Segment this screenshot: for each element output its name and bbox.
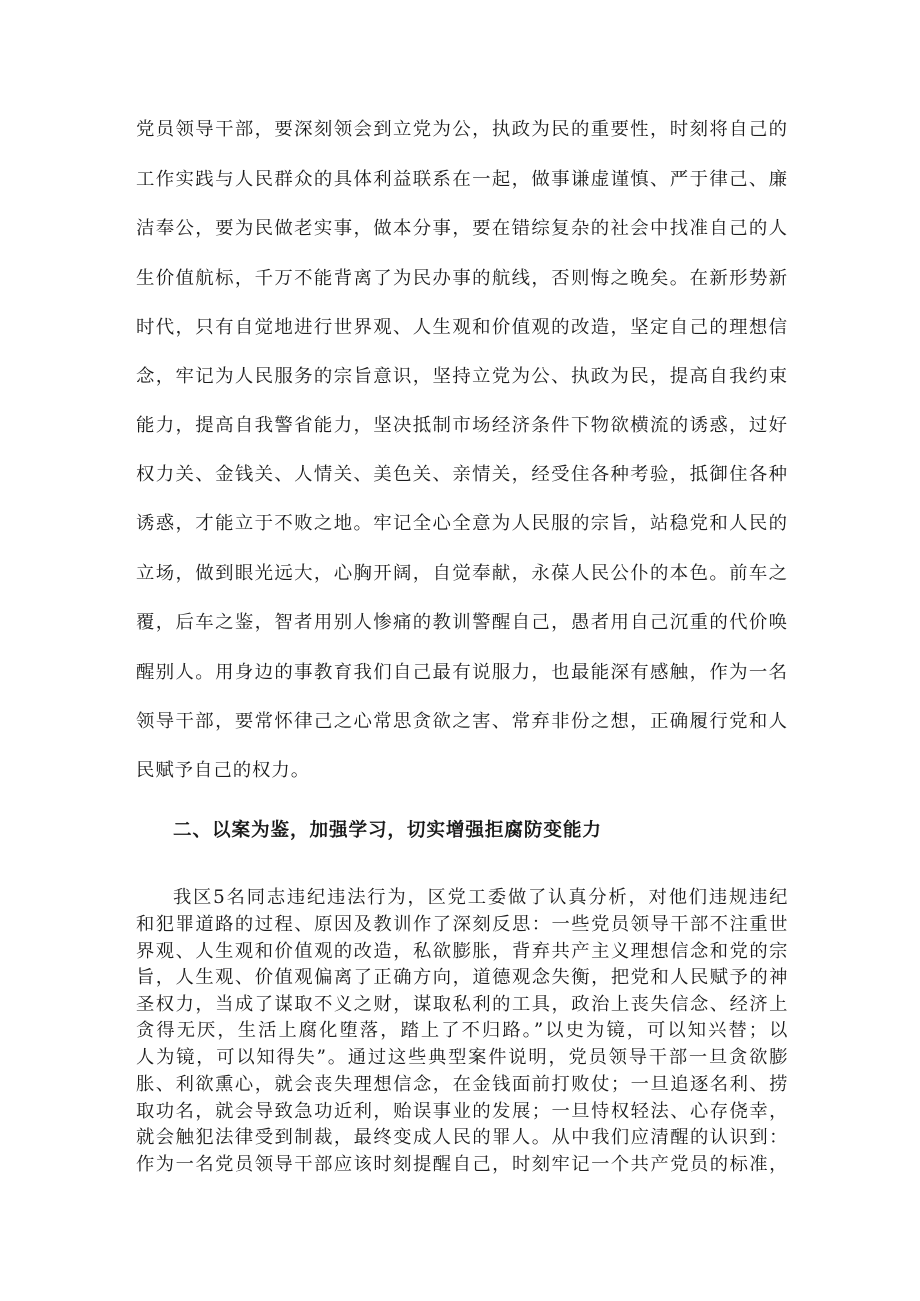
paragraph-line: 领导干部，要常怀律己之心常思贪欲之害、常弃非份之想，正确履行党和人: [136, 711, 788, 732]
paragraph-line: 胀、利欲熏心，就会丧失理想信念，在金钱面前打败仗；一旦追逐名利、捞: [136, 1074, 788, 1095]
paragraph-line: 人为镜，可以知得失”。通过这些典型案件说明，党员领导干部一旦贪欲膨: [136, 1047, 788, 1068]
paragraph-line: 立场，做到眼光远大，心胸开阔，自觉奉献，永葆人民公仆的本色。前车之: [136, 563, 788, 584]
section-heading: 二、以案为鉴，加强学习，切实增强拒腐防变能力: [173, 820, 602, 841]
paragraph-line: 界观、人生观和价值观的改造，私欲膨胀，背弃共产主义理想信念和党的宗: [136, 941, 788, 962]
paragraph-line: 诱惑，才能立于不败之地。牢记全心全意为人民服的宗旨，站稳党和人民的: [136, 513, 788, 534]
paragraph-line: 能力，提高自我警省能力，坚决抵制市场经济条件下物欲横流的诱惑，过好: [136, 415, 788, 436]
paragraph-line: 民赋予自己的权力。: [136, 760, 311, 781]
paragraph-line: 圣权力，当成了谋取不义之财，谋取私利的工具，政治上丧失信念、经济上: [136, 994, 788, 1015]
paragraph-line: 党员领导干部，要深刻领会到立党为公，执政为民的重要性，时刻将自己的: [136, 119, 788, 140]
paragraph-line: 就会触犯法律受到制裁，最终变成人民的罪人。从中我们应清醒的认识到：: [136, 1127, 788, 1148]
paragraph-line: 生价值航标，千万不能背离了为民办事的航线，否则悔之晚矣。在新形势新: [136, 268, 788, 289]
paragraph-line: 取功名，就会导致急功近利，贻误事业的发展；一旦恃权轻法、心存侥幸，: [136, 1101, 788, 1122]
paragraph-line: 覆，后车之鉴，智者用别人惨痛的教训警醒自己，愚者用自己沉重的代价唤: [136, 612, 788, 633]
paragraph-line: 旨，人生观、价值观偏离了正确方向，道德观念失衡，把党和人民赋予的神: [136, 967, 788, 988]
paragraph-line: 时代，只有自觉地进行世界观、人生观和价值观的改造，坚定自己的理想信: [136, 317, 788, 338]
paragraph-line: 念，牢记为人民服务的宗旨意识，坚持立党为公、执政为民，提高自我约束: [136, 366, 788, 387]
paragraph-line: 贪得无厌，生活上腐化堕落，踏上了不归路。”以史为镜，可以知兴替；以: [136, 1020, 788, 1041]
paragraph-line: 洁奉公，要为民做老实事，做本分事，要在错综复杂的社会中找准自己的人: [136, 218, 788, 239]
paragraph-line: 我区5名同志违纪违法行为，区党工委做了认真分析，对他们违规违纪: [173, 887, 788, 908]
paragraph-line: 作为一名党员领导干部应该时刻提醒自己，时刻牢记一个共产党员的标准，: [136, 1154, 788, 1175]
paragraph-line: 醒别人。用身边的事教育我们自己最有说服力，也最能深有感触，作为一名: [136, 662, 788, 683]
paragraph-line: 工作实践与人民群众的具体利益联系在一起，做事谦虚谨慎、严于律己、廉: [136, 169, 788, 190]
paragraph-line: 权力关、金钱关、人情关、美色关、亲情关，经受住各种考验，抵御住各种: [136, 464, 788, 485]
paragraph-line: 和犯罪道路的过程、原因及教训作了深刻反思：一些党员领导干部不注重世: [136, 914, 788, 935]
